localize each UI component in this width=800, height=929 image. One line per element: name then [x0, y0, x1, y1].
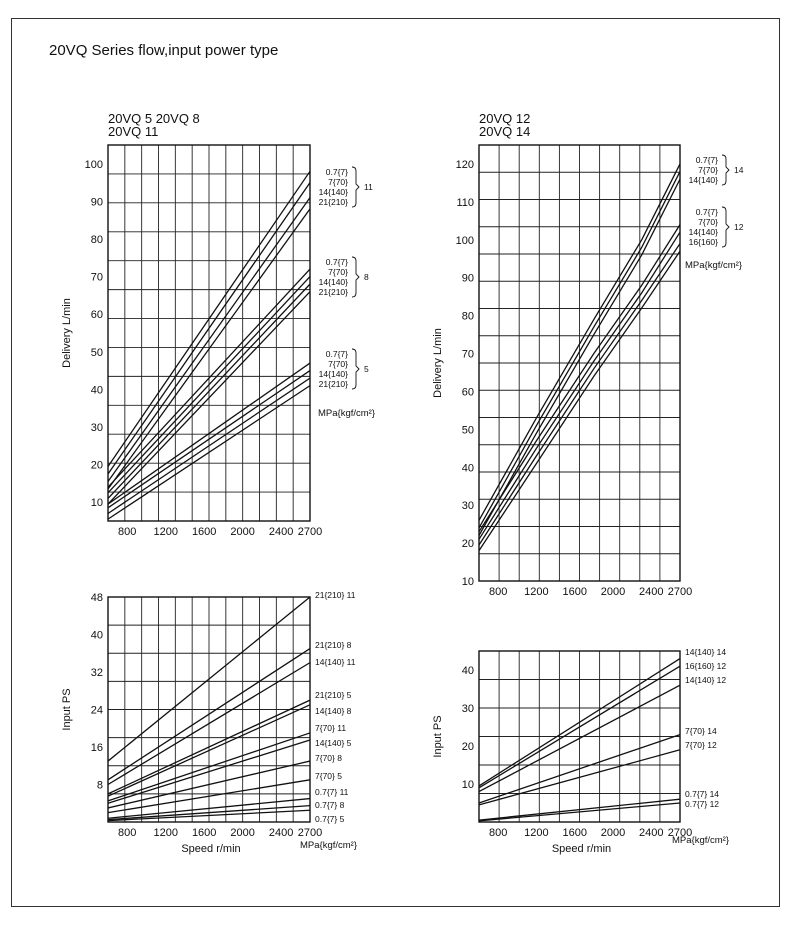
series-label: 0.7{7} 12 — [685, 799, 720, 809]
group-pressure-label: 7{70} — [328, 359, 348, 369]
y-tick-label: 30 — [461, 703, 474, 715]
group-pressure-label: 14{140} — [318, 369, 348, 379]
series-label: 0.7{7} 8 — [315, 800, 345, 810]
chart-header: 20VQ 14 — [479, 124, 531, 139]
group-brace — [722, 207, 729, 247]
series-label: 14{140} 14 — [685, 647, 727, 657]
y-tick-label: 20 — [461, 741, 474, 753]
series-label: 14{140} 12 — [685, 675, 727, 685]
group-pressure-label: 14{140} — [318, 187, 348, 197]
x-tick-label: 2400 — [268, 526, 294, 538]
group-pressure-label: 0.7{7} — [695, 207, 718, 217]
y-tick-label: 10 — [461, 779, 474, 791]
y-tick-label: 110 — [456, 196, 474, 209]
group-pressure-label: 21{210} — [318, 287, 348, 297]
x-tick-label: 2700 — [297, 526, 323, 538]
x-tick-label: 2700 — [297, 827, 323, 839]
y-tick-label: 30 — [90, 422, 103, 434]
group-model-label: 11 — [364, 182, 373, 192]
chart-header: 20VQ 11 — [108, 124, 159, 139]
group-pressure-label: 0.7{7} — [325, 257, 348, 267]
series-label: 0.7{7} 5 — [315, 814, 345, 824]
y-tick-label: 90 — [90, 196, 103, 209]
series-label: 7{70} 11 — [315, 723, 347, 733]
x-tick-label: 800 — [118, 526, 137, 538]
y-tick-label: 40 — [461, 462, 474, 475]
x-tick-label: 2000 — [600, 827, 626, 839]
chart-header: 20VQ 5 20VQ 8 — [108, 111, 200, 126]
x-axis-label: Speed r/min — [551, 843, 612, 855]
y-tick-label: 30 — [461, 500, 474, 513]
y-tick-label: 20 — [461, 538, 474, 551]
series-label: 14{140} 8 — [315, 706, 352, 716]
chart-right-input — [432, 647, 729, 855]
x-tick-label: 1600 — [191, 526, 217, 538]
x-tick-label: 1600 — [562, 586, 587, 598]
group-brace — [722, 155, 729, 185]
x-tick-label: 2700 — [667, 827, 693, 839]
chart-right-delivery — [432, 111, 744, 598]
x-axis-label: Speed r/min — [181, 843, 241, 855]
y-axis-label: Delivery L/min — [61, 298, 73, 368]
unit-label: MPa{kgf/cm²} — [685, 260, 743, 271]
x-tick-label: 800 — [488, 827, 508, 839]
group-brace — [352, 257, 359, 297]
x-tick-label: 2400 — [268, 827, 294, 839]
group-pressure-label: 0.7{7} — [325, 167, 348, 177]
chart-header: 20VQ 12 — [479, 111, 531, 126]
x-tick-label: 1200 — [153, 827, 178, 839]
y-tick-label: 80 — [461, 310, 474, 323]
x-tick-label: 2400 — [639, 827, 664, 839]
y-tick-label: 60 — [461, 386, 474, 399]
series-label: 0.7{7} 11 — [315, 787, 349, 797]
y-tick-label: 60 — [90, 309, 103, 322]
group-pressure-label: 7{70} — [328, 177, 348, 187]
chart-left-input — [61, 590, 357, 855]
y-tick-label: 48 — [90, 592, 103, 604]
x-tick-label: 2000 — [230, 526, 255, 538]
x-tick-label: 1200 — [524, 827, 549, 839]
y-tick-label: 100 — [455, 234, 474, 247]
group-pressure-label: 0.7{7} — [325, 349, 348, 359]
series-label: 21{210} 8 — [315, 640, 352, 650]
chart-left-delivery — [61, 111, 375, 538]
group-pressure-label: 7{70} — [698, 217, 718, 227]
y-tick-label: 8 — [96, 779, 103, 792]
y-tick-label: 70 — [90, 271, 103, 284]
group-pressure-label: 14{140} — [318, 277, 348, 287]
y-axis-label: Input PS — [432, 715, 444, 758]
group-brace — [352, 167, 359, 207]
series-label: 0.7{7} 14 — [685, 789, 720, 799]
series-label: 14{140} 11 — [315, 657, 356, 667]
x-tick-label: 2000 — [600, 586, 626, 598]
x-tick-label: 800 — [118, 827, 137, 839]
series-label: 7{70} 5 — [315, 771, 342, 781]
group-pressure-label: 14{140} — [688, 175, 718, 185]
y-tick-label: 40 — [90, 384, 103, 397]
y-tick-label: 20 — [90, 459, 103, 472]
series-label: 7{70} 8 — [315, 753, 342, 763]
y-tick-label: 120 — [455, 158, 474, 171]
group-pressure-label: 16{160} — [688, 237, 718, 247]
unit-label: MPa{kgf/cm²} — [300, 840, 358, 851]
y-tick-label: 10 — [461, 576, 474, 588]
y-tick-label: 40 — [90, 629, 103, 642]
group-pressure-label: 7{70} — [698, 165, 718, 175]
series-label: 7{70} 14 — [685, 726, 717, 736]
group-model-label: 5 — [364, 364, 369, 374]
series-label: 16{160} 12 — [685, 661, 727, 671]
y-tick-label: 50 — [90, 346, 103, 359]
group-pressure-label: 14{140} — [688, 227, 718, 237]
group-pressure-label: 21{210} — [318, 197, 348, 207]
y-tick-label: 40 — [461, 665, 474, 677]
x-tick-label: 800 — [488, 586, 508, 598]
x-tick-label: 1600 — [562, 827, 587, 839]
y-axis-label: Input PS — [61, 688, 73, 731]
group-pressure-label: 0.7{7} — [695, 155, 718, 165]
y-tick-label: 50 — [461, 424, 474, 437]
series-label: 21{210} 11 — [315, 590, 356, 600]
series-label: 14{140} 5 — [315, 738, 352, 748]
group-brace — [352, 349, 359, 389]
page-title: 20VQ Series flow,input power type — [49, 42, 279, 59]
x-tick-label: 2400 — [639, 586, 664, 598]
y-tick-label: 80 — [90, 234, 103, 246]
series-label: 21{210} 5 — [315, 690, 352, 700]
y-tick-label: 70 — [461, 348, 474, 361]
y-tick-label: 16 — [90, 742, 103, 754]
group-model-label: 8 — [364, 272, 369, 282]
x-tick-label: 1600 — [191, 827, 217, 839]
y-tick-label: 90 — [461, 272, 474, 285]
series-label: 7{70} 12 — [685, 740, 717, 750]
y-tick-label: 24 — [90, 704, 103, 717]
x-tick-label: 1200 — [153, 526, 178, 538]
group-pressure-label: 21{210} — [318, 379, 348, 389]
y-tick-label: 32 — [90, 667, 103, 679]
group-pressure-label: 7{70} — [328, 267, 348, 277]
unit-label: MPa{kgf/cm²} — [318, 408, 376, 419]
group-model-label: 12 — [734, 222, 744, 232]
x-tick-label: 2000 — [230, 827, 255, 839]
y-tick-label: 10 — [90, 497, 103, 510]
y-tick-label: 100 — [84, 158, 103, 171]
x-tick-label: 2700 — [667, 586, 693, 598]
y-axis-label: Delivery L/min — [432, 328, 444, 398]
unit-label: MPa{kgf/cm²} — [672, 835, 730, 846]
group-model-label: 14 — [734, 165, 744, 175]
x-tick-label: 1200 — [524, 586, 549, 598]
